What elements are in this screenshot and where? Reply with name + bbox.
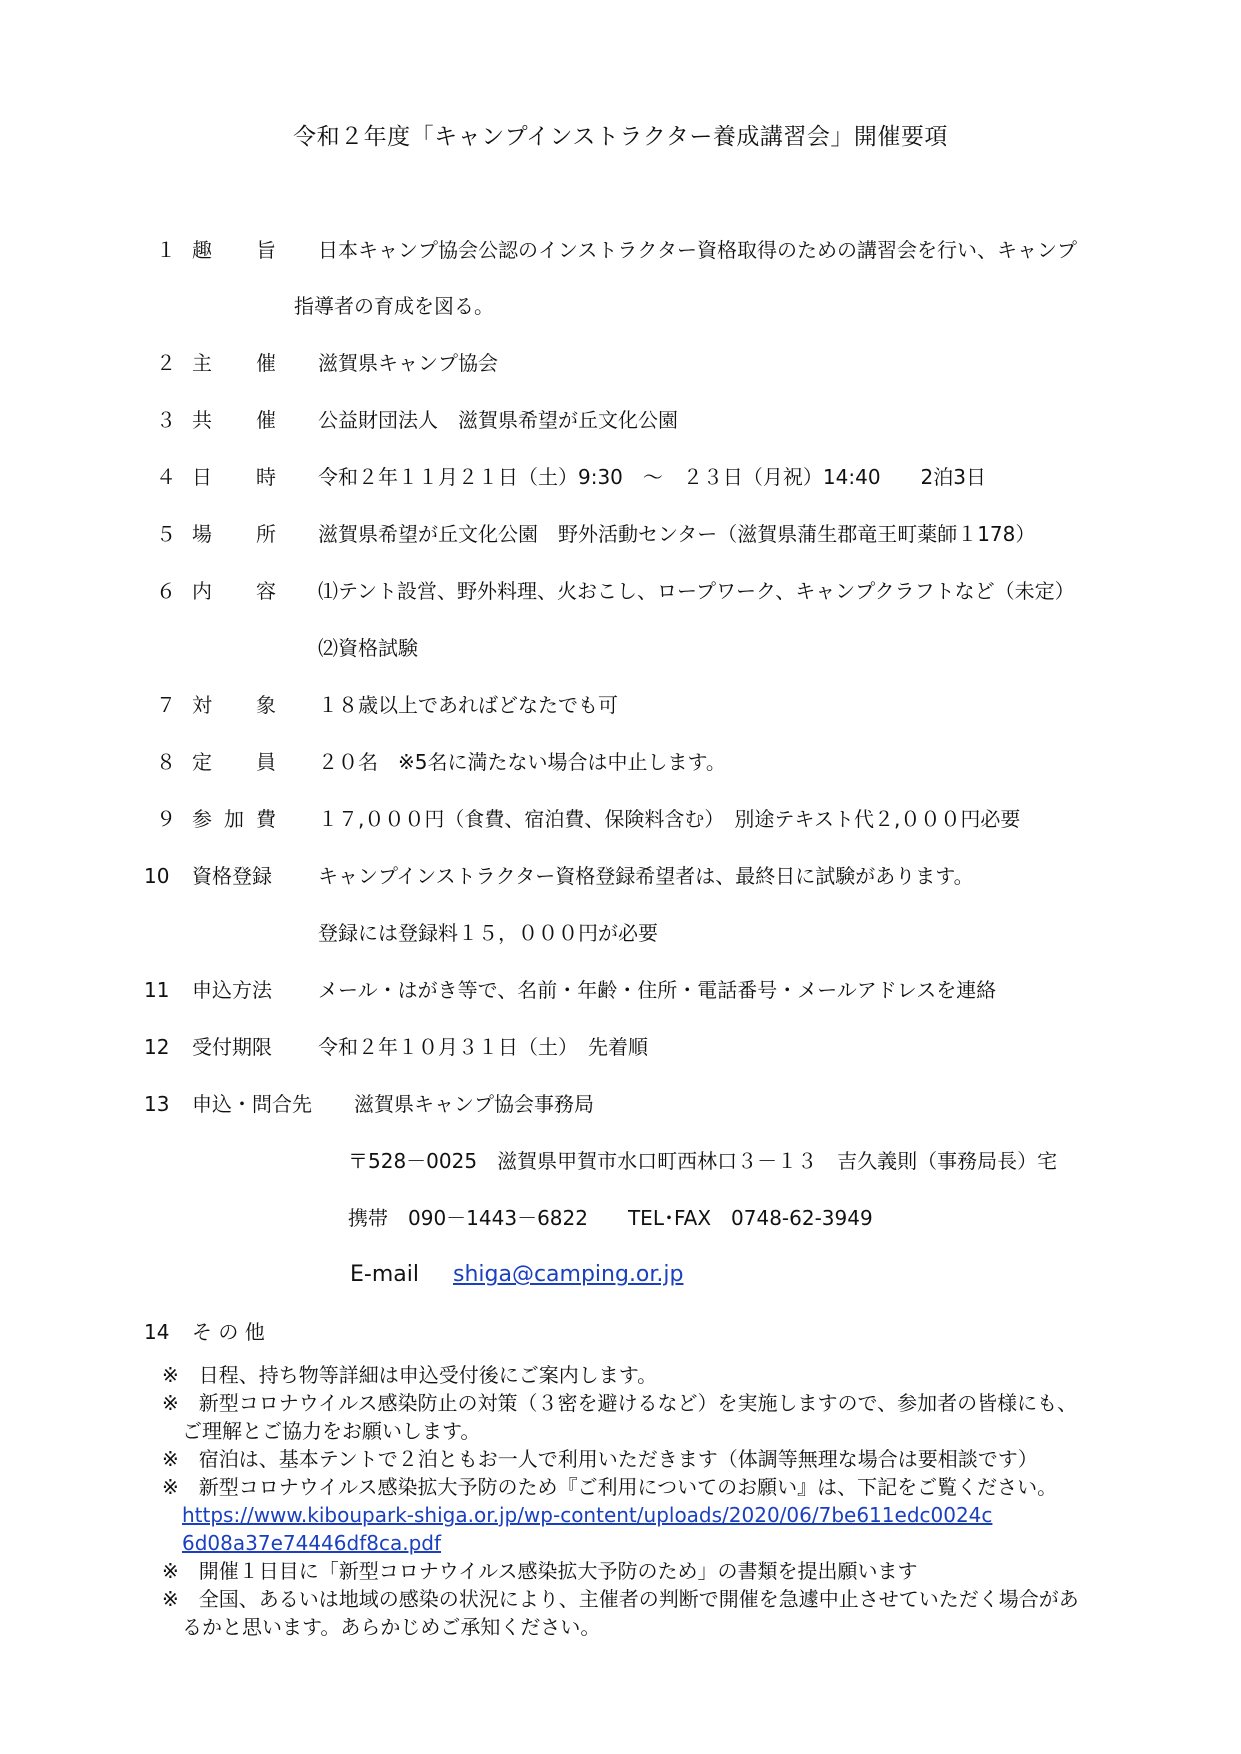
url-link[interactable]: 6d08a37e74446df8ca.pdf (182, 1531, 442, 1555)
item-label: 主 催 (192, 351, 276, 375)
note-line: ※ 開催１日目に「新型コロナウイルス感染拡大予防のため」の書類を提出願います (162, 1559, 918, 1583)
item-text: 令和２年１０月３１日（土） 先着順 (318, 1035, 648, 1059)
item-label: 内 容 (192, 579, 276, 603)
item-label: そ の 他 (192, 1320, 265, 1344)
item-text: 令和２年１１月２１日（土）9:30 ～ ２３日（月祝）14:40 2泊3日 (318, 465, 986, 489)
item-number: ７ (156, 693, 176, 717)
item-text: 滋賀県希望が丘文化公園 野外活動センター（滋賀県蒲生郡竜王町薬師１178） (318, 522, 1036, 546)
item-text: 滋賀県キャンプ協会事務局 (354, 1092, 594, 1116)
item-number: 13 (144, 1092, 170, 1116)
item-label: 趣 旨 (192, 238, 276, 262)
item-number: ８ (156, 750, 176, 774)
item-label: 日 時 (192, 465, 276, 489)
item-label: 申込・問合先 (192, 1092, 312, 1116)
url-link[interactable]: https://www.kiboupark-shiga.or.jp/wp-content/uploads/2020/06/7be611edc0024c (182, 1503, 993, 1527)
item-number: ３ (156, 408, 176, 432)
item-number: ５ (156, 522, 176, 546)
item-text: 指導者の育成を図る。 (294, 294, 494, 318)
item-number: 11 (144, 978, 170, 1002)
item-number: 12 (144, 1035, 170, 1059)
item-label: 受付期限 (192, 1035, 272, 1059)
note-line: ※ 日程、持ち物等詳細は申込受付後にご案内します。 (162, 1363, 658, 1387)
note-line: ※ 宿泊は、基本テントで２泊ともお一人で利用いただきます（体調等無理な場合は要相談です） (162, 1447, 1038, 1471)
item-label: 参 加 費 (192, 807, 276, 831)
item-text: ⑵資格試験 (318, 636, 418, 660)
item-number: 10 (144, 864, 170, 888)
item-text: キャンプインストラクター資格登録希望者は、最終日に試験があります。 (318, 864, 974, 888)
item-text: １７,０００円（食費、宿泊費、保険料含む） 別途テキスト代２,０００円必要 (318, 807, 1021, 831)
item-number: ９ (156, 807, 176, 831)
contact-phone: 携帯 090－1443－6822 TEL･FAX 0748-62-3949 (348, 1206, 873, 1230)
note-line: ご理解とご協力をお願いします。 (182, 1419, 481, 1443)
note-line: ※ 新型コロナウイルス感染拡大予防のため『ご利用についてのお願い』は、下記をご覧ください。 (162, 1475, 1058, 1499)
note-line: ※ 新型コロナウイルス感染防止の対策（３密を避けるなど）を実施しますので、参加者の皆様にも、 (162, 1391, 1078, 1415)
item-text: 日本キャンプ協会公認のインストラクター資格取得のための講習会を行い、キャンプ (318, 238, 1077, 262)
contact-address: 〒528－0025 滋賀県甲賀市水口町西林口３－１３ 吉久義則（事務局長）宅 (348, 1149, 1058, 1173)
contact-email-row (350, 1261, 684, 1289)
item-number: ４ (156, 465, 176, 489)
item-text: ２０名 ※5名に満たない場合は中止します。 (318, 750, 726, 774)
item-text: 登録には登録料１５，０００円が必要 (318, 921, 658, 945)
item-label: 共 催 (192, 408, 276, 432)
email-label: E-mail (350, 1262, 419, 1287)
item-text: ⑴テント設営、野外料理、火おこし、ロープワーク、キャンプクラフトなど（未定） (318, 579, 1075, 603)
item-label: 資格登録 (192, 864, 272, 888)
item-number: ６ (156, 579, 176, 603)
item-text: メール・はがき等で、名前・年齢・住所・電話番号・メールアドレスを連絡 (318, 978, 997, 1002)
item-text: 公益財団法人 滋賀県希望が丘文化公園 (318, 408, 678, 432)
email-link[interactable]: shiga@camping.or.jp (452, 1262, 684, 1287)
item-number: １ (156, 238, 176, 262)
item-text: １８歳以上であればどなたでも可 (318, 693, 618, 717)
item-text: 滋賀県キャンプ協会 (318, 351, 498, 375)
note-line: ※ 全国、あるいは地域の感染の状況により、主催者の判断で開催を急遽中止させていただく場合があ (162, 1587, 1079, 1611)
note-line: るかと思います。あらかじめご承知ください。 (182, 1615, 601, 1639)
item-number: 14 (144, 1320, 170, 1344)
item-label: 定 員 (192, 750, 276, 774)
page-title: 令和２年度「キャンプインストラクター養成講習会」開催要項 (293, 124, 948, 150)
item-label: 場 所 (192, 522, 276, 546)
item-number: ２ (156, 351, 176, 375)
item-label: 対 象 (192, 693, 276, 717)
item-label: 申込方法 (192, 978, 272, 1002)
